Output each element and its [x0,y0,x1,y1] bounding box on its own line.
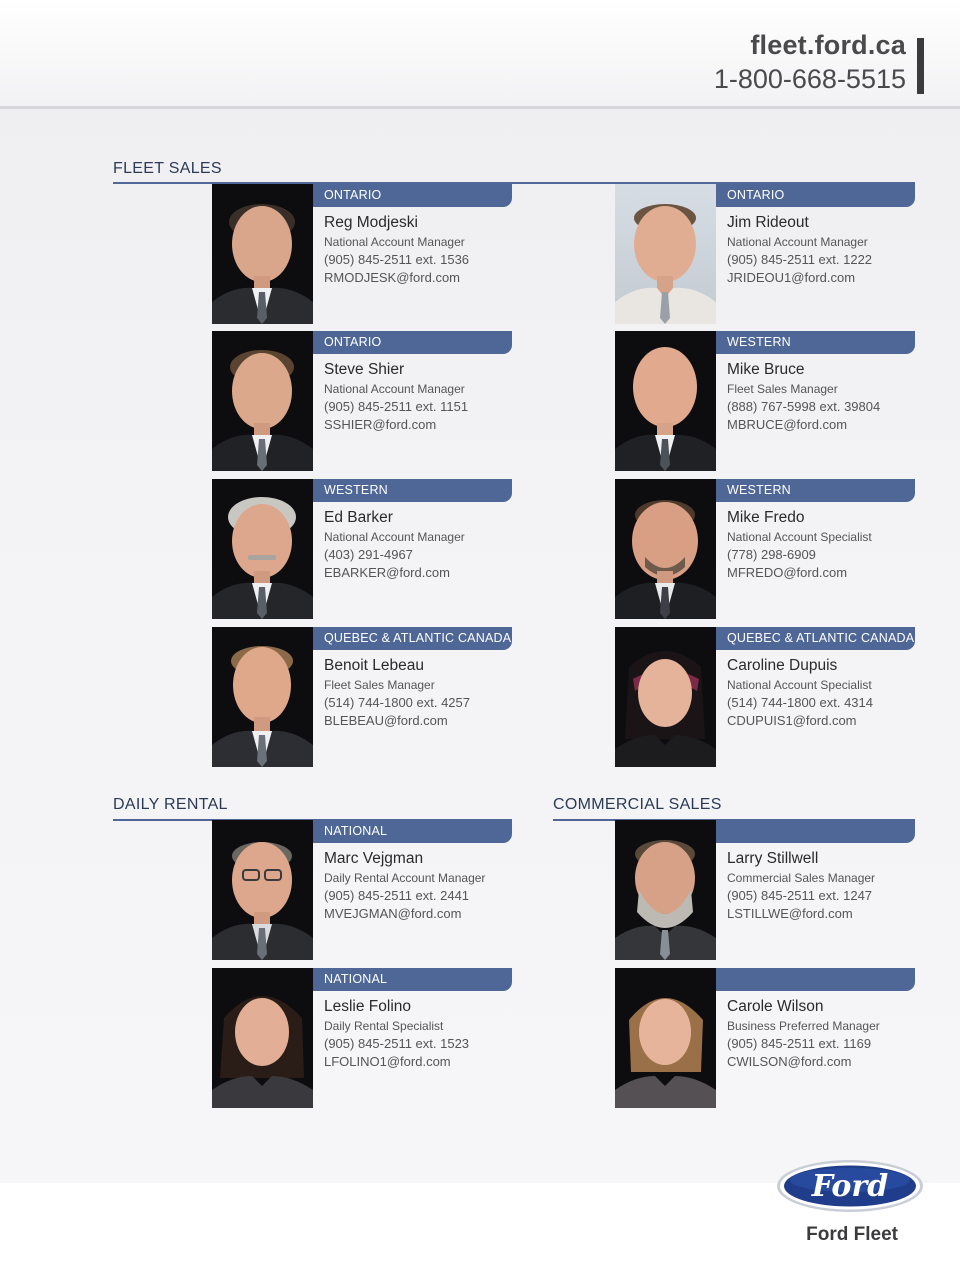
section-title-commercial-sales: COMMERCIAL SALES [553,796,722,813]
contact-title: National Account Specialist [727,530,872,544]
contact-card [212,968,512,1108]
contact-title: National Account Manager [324,382,465,396]
contact-card [615,184,915,324]
region-tab: ONTARIO [313,184,512,207]
contact-email[interactable]: SSHIER@ford.com [324,417,437,432]
contact-phone[interactable]: (905) 845-2511 ext. 2441 [324,888,470,903]
portrait-photo [615,627,716,767]
contact-title: Daily Rental Account Manager [324,871,486,885]
contact-name: Reg Modjeski [324,214,418,231]
contact-name: Ed Barker [324,509,393,526]
contact-name: Leslie Folino [324,998,412,1015]
contact-title: Fleet Sales Manager [727,382,838,396]
region-tab: ONTARIO [716,184,915,207]
contact-email[interactable]: BLEBEAU@ford.com [324,713,448,728]
contact-email[interactable]: JRIDEOU1@ford.com [727,270,856,285]
contact-name: Mike Bruce [727,361,805,378]
contact-email[interactable]: RMODJESK@ford.com [324,270,460,285]
contact-card [615,968,915,1108]
contact-title: National Account Manager [324,235,465,249]
contact-email[interactable]: MVEJGMAN@ford.com [324,906,462,921]
contact-phone[interactable]: (905) 845-2511 ext. 1151 [324,399,469,414]
contact-title: Daily Rental Specialist [324,1019,444,1033]
contact-name: Benoit Lebeau [324,657,424,674]
contact-title: National Account Manager [324,530,465,544]
section-title-fleet-sales: FLEET SALES [113,160,222,177]
contact-card [615,479,915,619]
portrait-photo [212,331,313,471]
portrait-photo [212,820,313,960]
portrait-photo [615,968,716,1108]
contact-name: Steve Shier [324,361,405,378]
portrait-photo [615,820,716,960]
region-tab [716,820,915,843]
contact-phone[interactable]: (905) 845-2511 ext. 1169 [727,1036,872,1051]
portrait-photo [212,184,313,324]
contact-title: Commercial Sales Manager [727,871,876,885]
region-tab: NATIONAL [313,968,512,991]
region-tab: NATIONAL [313,820,512,843]
contact-email[interactable]: LSTILLWE@ford.com [727,906,853,921]
contact-title: National Account Manager [727,235,868,249]
contact-phone[interactable]: (905) 845-2511 ext. 1222 [727,252,873,267]
contact-card [212,820,512,960]
region-tab [716,968,915,991]
contact-phone[interactable]: (403) 291-4967 [324,547,413,562]
portrait-photo [615,331,716,471]
portrait-photo [212,627,313,767]
site-url[interactable]: fleet.ford.ca [750,30,906,60]
contact-name: Carole Wilson [727,998,824,1015]
contact-phone[interactable]: (514) 744-1800 ext. 4314 [727,695,873,710]
contact-name: Jim Rideout [727,214,809,231]
contact-card [615,331,915,471]
region-tab: QUEBEC & ATLANTIC CANADA [313,627,512,650]
contact-name: Caroline Dupuis [727,657,838,674]
contact-card [212,331,512,471]
ford-oval-logo-icon[interactable] [775,1158,925,1214]
header-accent-bar [917,38,924,94]
site-phone[interactable]: 1-800-668-5515 [713,64,906,94]
contact-name: Marc Vejgman [324,850,424,867]
contact-email[interactable]: CDUPUIS1@ford.com [727,713,857,728]
contact-email[interactable]: EBARKER@ford.com [324,565,450,580]
region-tab: ONTARIO [313,331,512,354]
contact-title: Business Preferred Manager [727,1019,880,1033]
region-tab: WESTERN [716,331,915,354]
contact-phone[interactable]: (888) 767-5998 ext. 39804 [727,399,881,414]
contact-email[interactable]: CWILSON@ford.com [727,1054,852,1069]
portrait-photo [615,184,716,324]
contact-name: Mike Fredo [727,509,805,526]
region-tab: WESTERN [716,479,915,502]
contact-phone[interactable]: (905) 845-2511 ext. 1536 [324,252,470,267]
portrait-photo [212,479,313,619]
contact-phone[interactable]: (778) 298-6909 [727,547,816,562]
contact-email[interactable]: MBRUCE@ford.com [727,417,848,432]
portrait-photo [212,968,313,1108]
contact-phone[interactable]: (905) 845-2511 ext. 1523 [324,1036,470,1051]
footer-brand-label: Ford Fleet [806,1224,898,1245]
contact-phone[interactable]: (514) 744-1800 ext. 4257 [324,695,470,710]
contact-card [212,627,512,767]
region-tab: WESTERN [313,479,512,502]
contact-card [615,627,915,767]
contact-card [212,479,512,619]
contact-phone[interactable]: (905) 845-2511 ext. 1247 [727,888,873,903]
contact-name: Larry Stillwell [727,850,819,867]
contact-email[interactable]: MFREDO@ford.com [727,565,848,580]
contact-title: Fleet Sales Manager [324,678,435,692]
contact-card [615,820,915,960]
contact-card [212,184,512,324]
region-tab: QUEBEC & ATLANTIC CANADA [716,627,915,650]
contact-title: National Account Specialist [727,678,872,692]
portrait-photo [615,479,716,619]
section-title-daily-rental: DAILY RENTAL [113,796,228,813]
contact-email[interactable]: LFOLINO1@ford.com [324,1054,451,1069]
logo-wordmark: Ford [811,1169,889,1204]
